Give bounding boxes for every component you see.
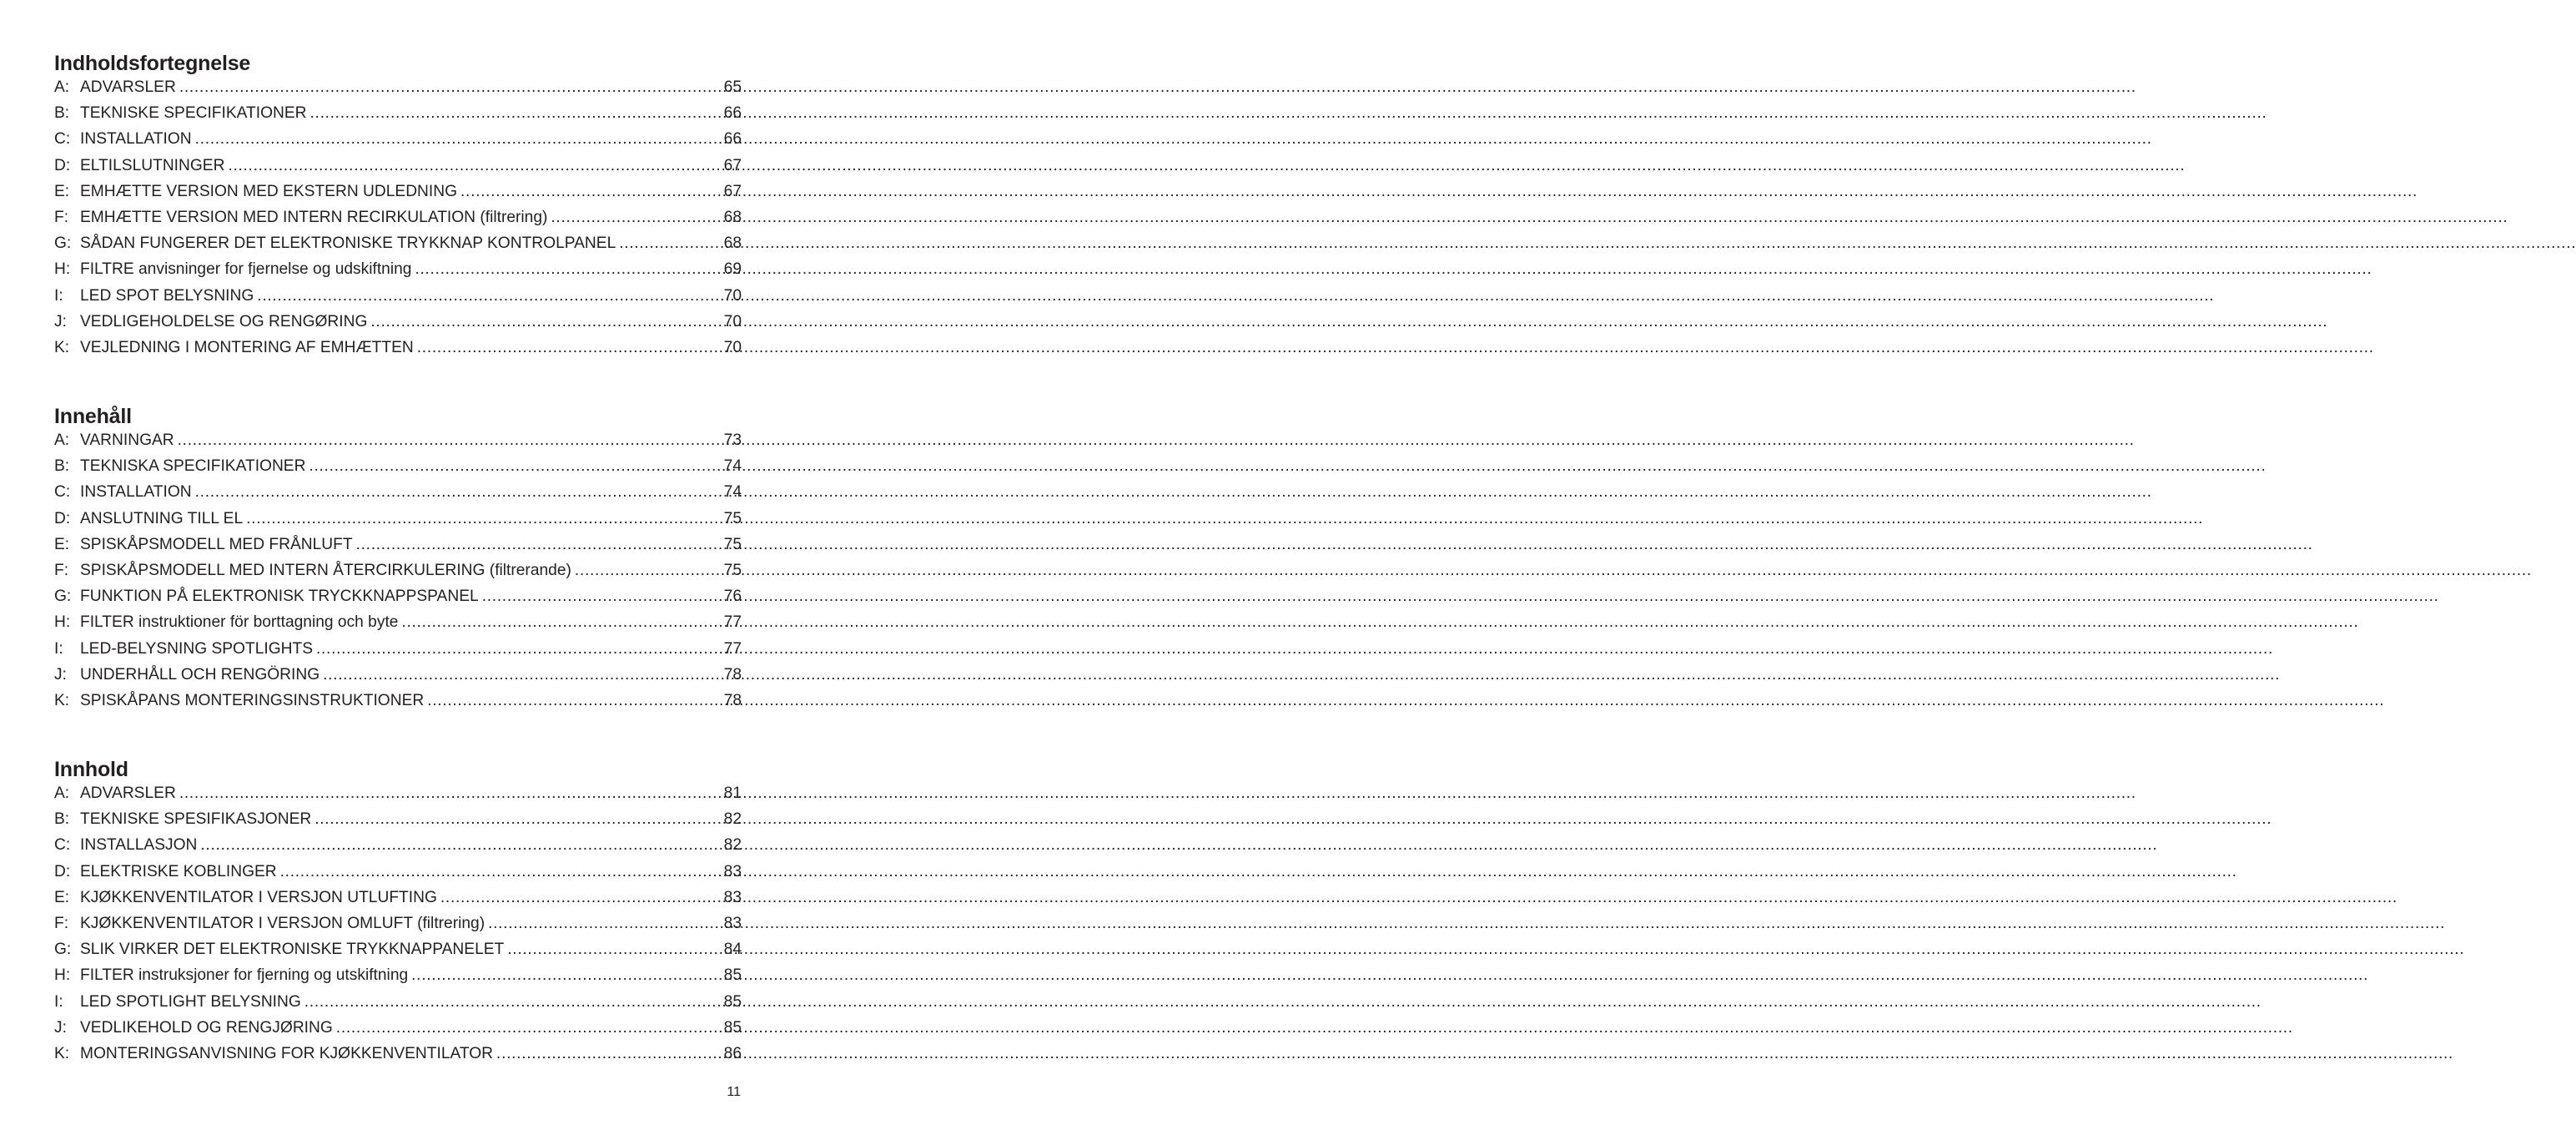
- toc-letter: G:: [54, 941, 72, 959]
- toc-page-number: 73: [723, 431, 742, 449]
- toc-title: FILTER instruksjoner for fjerning og utskiftning: [80, 966, 409, 985]
- toc-entry[interactable]: [54, 534, 742, 560]
- toc-list: [54, 430, 742, 716]
- toc-title: KJØKKENVENTILATOR I VERSJON OMLUFT (filtrering): [80, 914, 486, 932]
- toc-page-number: 77: [723, 639, 742, 658]
- dot-leader: [200, 835, 722, 856]
- toc-letter: H:: [54, 966, 71, 985]
- toc-letter: F:: [54, 208, 69, 226]
- toc-entry[interactable]: [54, 664, 742, 690]
- toc-page-number: 82: [723, 810, 742, 829]
- toc-entry[interactable]: [54, 612, 742, 638]
- dot-leader: [417, 337, 722, 359]
- toc-letter: C:: [54, 483, 71, 502]
- dot-leader: [314, 809, 722, 830]
- toc-page-number: 75: [723, 509, 742, 527]
- toc-title: SPISKÅPSMODELL MED FRÅNLUFT: [80, 535, 353, 553]
- toc-page-number: 83: [723, 888, 742, 906]
- dot-leader: [195, 129, 722, 150]
- toc-letter: A:: [54, 431, 70, 449]
- toc-page-number: 67: [723, 156, 742, 174]
- page-number: 11: [727, 1085, 741, 1099]
- toc-letter: D:: [54, 509, 71, 527]
- toc-letter: I:: [54, 286, 63, 305]
- toc-entry[interactable]: [54, 337, 742, 363]
- toc-letter: F:: [54, 914, 69, 932]
- toc-title: VARNINGAR: [80, 431, 174, 449]
- toc-letter: H:: [54, 613, 71, 632]
- toc-page-number: 82: [723, 836, 742, 855]
- toc-title: TEKNISKA SPECIFIKATIONER: [80, 457, 306, 476]
- toc-letter: K:: [54, 691, 70, 709]
- toc-letter: B:: [54, 810, 70, 829]
- dot-leader: [411, 965, 722, 986]
- dot-leader: [370, 311, 722, 333]
- dot-leader: [551, 207, 722, 229]
- toc-letter: C:: [54, 836, 71, 855]
- toc-title: TEKNISKE SPESIFIKASJONER: [80, 810, 312, 829]
- toc-letter: K:: [54, 1044, 70, 1062]
- toc-entry[interactable]: [54, 560, 742, 586]
- toc-letter: J:: [54, 665, 67, 684]
- toc-entry[interactable]: [54, 155, 742, 181]
- toc-letter: A:: [54, 784, 70, 802]
- toc-letter: K:: [54, 338, 70, 356]
- toc-letter: B:: [54, 457, 70, 476]
- dot-leader: [427, 690, 722, 712]
- toc-page-number: 85: [723, 1018, 742, 1037]
- toc-entry[interactable]: [54, 181, 742, 207]
- dot-leader: [619, 233, 722, 255]
- toc-page-number: 66: [723, 104, 742, 123]
- toc-letter: F:: [54, 561, 69, 579]
- dot-leader: [280, 861, 722, 883]
- toc-page-number: 70: [723, 286, 742, 305]
- toc-entry[interactable]: [54, 103, 742, 129]
- toc-section-danish: [54, 50, 742, 363]
- dot-leader: [304, 991, 722, 1013]
- dot-leader: [496, 1043, 722, 1065]
- dot-leader: [356, 534, 722, 556]
- toc-page-number: 70: [723, 312, 742, 330]
- toc-section-norwegian: [54, 756, 742, 1069]
- toc-entry[interactable]: [54, 456, 742, 482]
- toc-entry[interactable]: [54, 965, 742, 991]
- toc-page-number: 86: [723, 1044, 742, 1062]
- toc-title: SÅDAN FUNGERER DET ELEKTRONISKE TRYKKNAP KONTROLPANEL: [80, 235, 616, 253]
- toc-page-number: 70: [723, 338, 742, 356]
- toc-title: ELEKTRISKE KOBLINGER: [80, 862, 277, 880]
- dot-leader: [482, 586, 722, 608]
- toc-page-number: 65: [723, 78, 742, 96]
- toc-letter: J:: [54, 1018, 67, 1037]
- section-heading: Indholdsfortegnelse: [54, 52, 251, 75]
- toc-letter: G:: [54, 588, 72, 606]
- toc-page-number: 75: [723, 561, 742, 579]
- toc-letter: A:: [54, 78, 70, 96]
- dot-leader: [178, 430, 722, 451]
- toc-letter: E:: [54, 182, 70, 200]
- toc-title: FILTER instruktioner för borttagning och byte: [80, 613, 399, 632]
- toc-entry[interactable]: [54, 835, 742, 860]
- dot-leader: [488, 913, 722, 935]
- toc-entry[interactable]: [54, 285, 742, 311]
- toc-title: LED SPOTLIGHT BELYSNING: [80, 992, 301, 1011]
- toc-entry[interactable]: [54, 207, 742, 233]
- toc-title: TEKNISKE SPECIFIKATIONER: [80, 104, 307, 123]
- toc-entry[interactable]: [54, 690, 742, 716]
- toc-title: VEJLEDNING I MONTERING AF EMHÆTTEN: [80, 338, 414, 356]
- toc-page-number: 68: [723, 208, 742, 226]
- toc-letter: E:: [54, 888, 70, 906]
- dot-leader: [228, 155, 722, 177]
- dot-leader: [507, 939, 722, 961]
- toc-entry[interactable]: [54, 233, 742, 259]
- toc-entry[interactable]: [54, 508, 742, 534]
- dot-leader: [179, 783, 722, 805]
- toc-page-number: 67: [723, 182, 742, 200]
- toc-entry[interactable]: [54, 887, 742, 913]
- toc-entry[interactable]: [54, 913, 742, 939]
- toc-title: ANSLUTNING TILL EL: [80, 509, 244, 527]
- toc-section-swedish: [54, 403, 742, 716]
- toc-letter: G:: [54, 235, 72, 253]
- toc-page-number: 78: [723, 691, 742, 709]
- toc-title: ADVARSLER: [80, 784, 176, 802]
- toc-title: INSTALLATION: [80, 483, 192, 502]
- toc-letter: H:: [54, 260, 71, 279]
- dot-leader: [575, 560, 722, 582]
- toc-entry[interactable]: [54, 129, 742, 154]
- toc-entry[interactable]: [54, 430, 742, 456]
- toc-entry[interactable]: [54, 77, 742, 103]
- dot-leader: [309, 456, 722, 477]
- toc-title: INSTALLASJON: [80, 836, 198, 855]
- toc-page-number: 66: [723, 130, 742, 149]
- section-heading: Innhold: [54, 758, 128, 781]
- toc-list: [54, 783, 742, 1069]
- toc-letter: I:: [54, 992, 63, 1011]
- toc-page-number: 77: [723, 613, 742, 632]
- dot-leader: [257, 285, 722, 307]
- toc-entry[interactable]: [54, 1043, 742, 1069]
- toc-page-number: 85: [723, 966, 742, 985]
- toc-entry[interactable]: [54, 783, 742, 809]
- toc-letter: D:: [54, 156, 71, 174]
- toc-page-number: 69: [723, 260, 742, 279]
- toc-title: LED SPOT BELYSNING: [80, 286, 254, 305]
- toc-letter: I:: [54, 639, 63, 658]
- toc-list: [54, 77, 742, 363]
- toc-page-number: 83: [723, 862, 742, 880]
- toc-title: EMHÆTTE VERSION MED INTERN RECIRKULATION (filtrering): [80, 208, 548, 226]
- toc-page-number: 85: [723, 992, 742, 1011]
- toc-page-number: 74: [723, 483, 742, 502]
- toc-letter: D:: [54, 862, 71, 880]
- dot-leader: [401, 612, 722, 633]
- toc-page-number: 81: [723, 784, 742, 802]
- toc-entry[interactable]: [54, 861, 742, 887]
- dot-leader: [336, 1017, 722, 1039]
- toc-page-number: 84: [723, 941, 742, 959]
- toc-entry[interactable]: [54, 939, 742, 965]
- toc-page-number: 76: [723, 588, 742, 606]
- dot-leader: [195, 482, 722, 503]
- toc-page-number: 75: [723, 535, 742, 553]
- toc-page-number: 78: [723, 665, 742, 684]
- toc-letter: E:: [54, 535, 70, 553]
- dot-leader: [316, 638, 722, 660]
- toc-page-number: 68: [723, 235, 742, 253]
- toc-title: LED-BELYSNING SPOTLIGHTS: [80, 639, 313, 658]
- dot-leader: [246, 508, 722, 530]
- toc-title: SPISKÅPANS MONTERINGSINSTRUKTIONER: [80, 691, 425, 709]
- toc-entry[interactable]: [54, 311, 742, 337]
- toc-letter: B:: [54, 104, 70, 123]
- toc-title: KJØKKENVENTILATOR I VERSJON UTLUFTING: [80, 888, 437, 906]
- toc-letter: J:: [54, 312, 67, 330]
- toc-title: SPISKÅPSMODELL MED INTERN ÅTERCIRKULERING (filtrerande): [80, 561, 571, 579]
- dot-leader: [323, 664, 722, 686]
- toc-title: VEDLIKEHOLD OG RENGJØRING: [80, 1018, 333, 1037]
- toc-entry[interactable]: [54, 809, 742, 835]
- dot-leader: [415, 259, 722, 280]
- toc-entry[interactable]: [54, 482, 742, 507]
- toc-entry[interactable]: [54, 638, 742, 664]
- toc-title: INSTALLATION: [80, 130, 192, 149]
- toc-page-number: 83: [723, 914, 742, 932]
- toc-title: EMHÆTTE VERSION MED EKSTERN UDLEDNING: [80, 182, 458, 200]
- toc-page-number: 74: [723, 457, 742, 476]
- toc-title: ELTILSLUTNINGER: [80, 156, 225, 174]
- toc-entry[interactable]: [54, 991, 742, 1017]
- toc-title: VEDLIGEHOLDELSE OG RENGØRING: [80, 312, 368, 330]
- toc-title: FUNKTION PÅ ELEKTRONISK TRYCKKNAPPSPANEL: [80, 588, 479, 606]
- toc-entry[interactable]: [54, 1017, 742, 1043]
- dot-leader: [440, 887, 722, 909]
- dot-leader: [179, 77, 722, 98]
- toc-title: SLIK VIRKER DET ELEKTRONISKE TRYKKNAPPANELET: [80, 941, 505, 959]
- toc-title: ADVARSLER: [80, 78, 176, 96]
- toc-entry[interactable]: [54, 586, 742, 612]
- toc-title: UNDERHÅLL OCH RENGÖRING: [80, 665, 320, 684]
- dot-leader: [310, 103, 722, 124]
- section-heading: Innehåll: [54, 405, 132, 428]
- dot-leader: [460, 181, 722, 203]
- toc-entry[interactable]: [54, 259, 742, 285]
- toc-title: FILTRE anvisninger for fjernelse og udskiftning: [80, 260, 412, 279]
- toc-letter: C:: [54, 130, 71, 149]
- toc-title: MONTERINGSANVISNING FOR KJØKKENVENTILATOR: [80, 1044, 494, 1062]
